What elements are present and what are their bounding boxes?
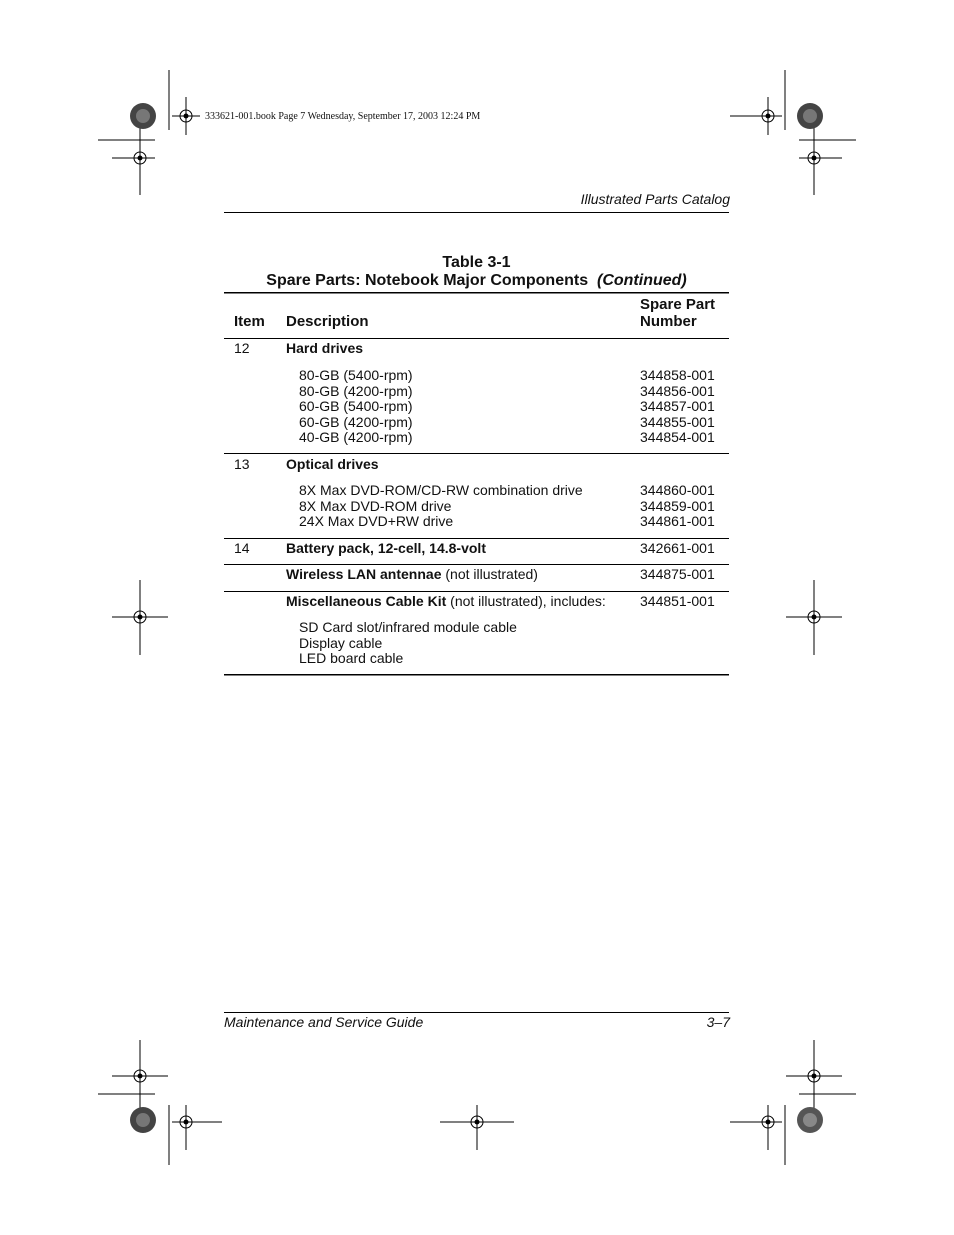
list-item: 80-GB (5400-rpm) <box>299 367 413 383</box>
part-number: 344860-001 <box>640 482 715 498</box>
group-title: Optical drives <box>286 456 379 472</box>
part-number: 342661-001 <box>640 540 715 556</box>
footer-guide-title: Maintenance and Service Guide <box>224 1014 424 1030</box>
part-number-list <box>640 368 715 446</box>
list-item: LED board cable <box>299 650 404 666</box>
group-title: Wireless LAN antennae <box>286 566 442 582</box>
table-row-item: 13 <box>234 456 250 472</box>
part-number-list <box>640 483 715 530</box>
part-number: 344859-001 <box>640 497 715 514</box>
part-number: 344856-001 <box>640 382 715 399</box>
rules <box>224 212 729 1013</box>
table-row <box>286 567 538 583</box>
table-row-item: 12 <box>234 340 250 356</box>
list-item: Display cable <box>299 634 383 651</box>
table-continued: (Continued) <box>596 272 687 289</box>
header-spare-part-line1: Spare Part <box>640 296 716 313</box>
list-item: 24X Max DVD+RW drive <box>299 513 454 529</box>
list-item: SD Card slot/infrared module cable <box>299 619 517 635</box>
header-spare-part-line2: Number <box>640 313 697 330</box>
subitem-list <box>299 620 517 667</box>
table-row <box>286 594 606 610</box>
list-item: 8X Max DVD-ROM drive <box>299 497 452 514</box>
header-description: Description <box>286 313 369 330</box>
group-title-suffix: (not illustrated) <box>441 566 538 582</box>
list-item: 60-GB (5400-rpm) <box>299 398 413 414</box>
group-title: Hard drives <box>286 340 364 356</box>
group-title: Miscellaneous Cable Kit <box>286 593 447 609</box>
subitem-list <box>299 483 583 530</box>
part-number: 344857-001 <box>640 398 715 414</box>
list-item: 40-GB (4200-rpm) <box>299 429 413 445</box>
part-number: 344855-001 <box>640 413 715 430</box>
part-number: 344875-001 <box>640 566 715 582</box>
table-title <box>224 272 729 290</box>
part-number: 344858-001 <box>640 367 715 383</box>
part-number: 344851-001 <box>640 593 715 609</box>
part-number: 344854-001 <box>640 429 715 445</box>
header-spare-part-number <box>640 296 715 330</box>
table-row-item: 14 <box>234 540 250 556</box>
page-number: 3–7 <box>706 1014 730 1030</box>
group-title: Battery pack, 12-cell, 14.8-volt <box>286 540 486 556</box>
list-item: 60-GB (4200-rpm) <box>299 413 413 430</box>
list-item: 80-GB (4200-rpm) <box>299 382 413 399</box>
table-number: Table 3-1 <box>442 254 511 271</box>
running-head: Illustrated Parts Catalog <box>580 191 730 207</box>
list-item: 8X Max DVD-ROM/CD-RW combination drive <box>299 482 583 498</box>
group-title-suffix: (not illustrated), includes: <box>446 593 606 609</box>
part-number: 344861-001 <box>640 513 715 529</box>
table-title-text: Spare Parts: Notebook Major Components <box>266 272 589 289</box>
header-item: Item <box>234 313 265 330</box>
print-info: 333621-001.book Page 7 Wednesday, September 17, 2003 12:24 PM <box>205 111 481 122</box>
subitem-list <box>299 368 413 446</box>
